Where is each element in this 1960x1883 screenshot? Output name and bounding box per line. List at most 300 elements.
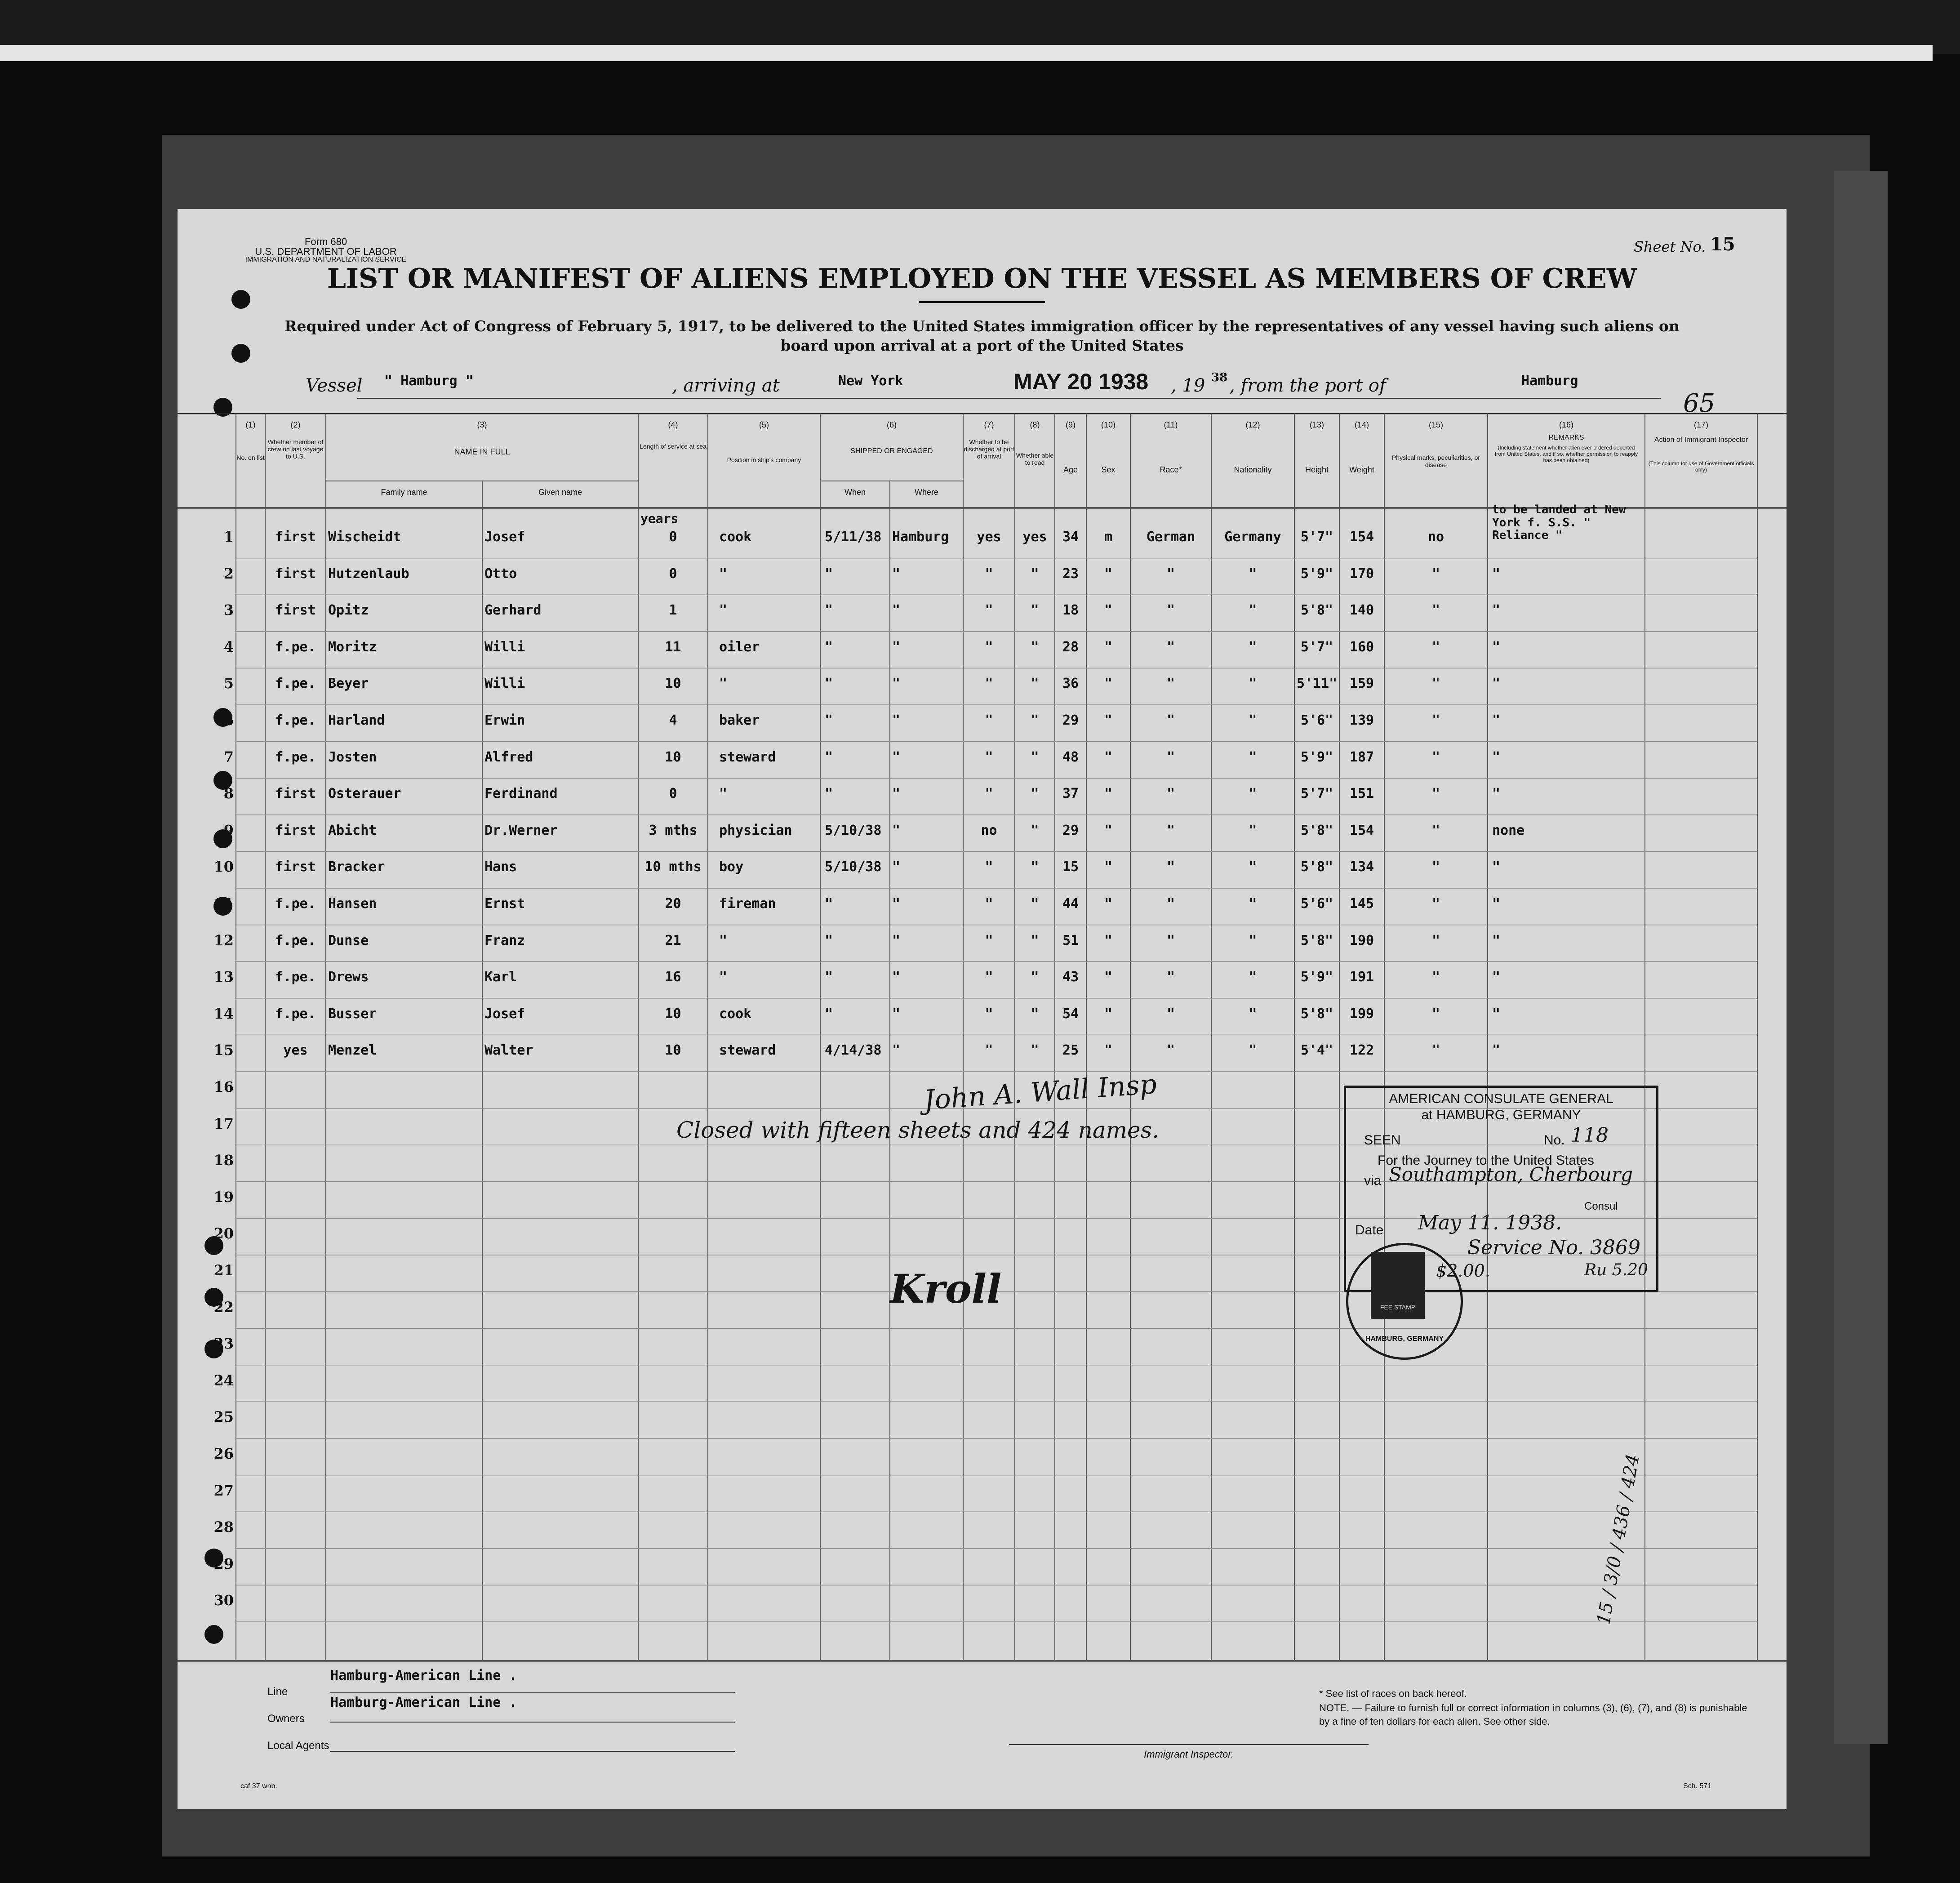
cell-age: 23	[1062, 565, 1079, 582]
cell-family: Harland	[328, 712, 385, 728]
cell-prev: first	[275, 529, 316, 545]
col-header-height: Height	[1305, 465, 1329, 474]
cell-remarks: to be landed at New York f. S.S. " Reliance "	[1492, 503, 1626, 543]
cell-service: 21	[665, 932, 681, 948]
cell-family: Josten	[328, 749, 377, 765]
years-note: years	[640, 511, 679, 526]
cell-sex: "	[1104, 1006, 1113, 1022]
row-number: 10	[213, 858, 234, 876]
cell-disch: "	[985, 749, 993, 765]
column-number: (4)	[668, 420, 678, 429]
cell-given: Josef	[484, 529, 525, 545]
cell-sex: "	[1104, 602, 1113, 619]
line-rule	[330, 1692, 735, 1693]
cell-disch: "	[985, 712, 993, 728]
cell-family: Abicht	[328, 822, 377, 838]
col-header-remarks: REMARKS	[1548, 434, 1584, 441]
col-header-given-name: Given name	[538, 488, 582, 497]
cell-disch: "	[985, 639, 993, 655]
cell-service: 20	[665, 896, 681, 912]
cell-when: 5/11/38	[825, 529, 882, 545]
cell-disch: "	[985, 969, 993, 985]
schedule-mark: Sch. 571	[1683, 1782, 1712, 1790]
cell-sex: "	[1104, 822, 1113, 838]
cell-marks: "	[1431, 859, 1440, 875]
col-header-where: Where	[914, 488, 938, 497]
cell-nat: "	[1249, 896, 1257, 912]
col-header-no: No. on list	[236, 454, 265, 461]
cell-disch: "	[985, 602, 993, 619]
cell-family: Menzel	[328, 1042, 377, 1059]
row-number: 3	[223, 601, 234, 619]
year-label: , 19	[1171, 375, 1205, 396]
cell-where: "	[892, 602, 901, 619]
cell-height: 5'8"	[1300, 822, 1333, 838]
cell-when: 5/10/38	[825, 822, 882, 838]
cell-when: "	[825, 676, 833, 692]
cell-family: Dunse	[328, 932, 369, 948]
cell-given: Walter	[484, 1042, 533, 1059]
cell-marks: "	[1431, 896, 1440, 912]
cell-given: Karl	[484, 969, 517, 985]
cell-nat: Germany	[1224, 529, 1281, 545]
cell-prev: first	[275, 565, 316, 582]
initials: Ru 5.20	[1584, 1261, 1648, 1279]
year: 38	[1211, 371, 1228, 384]
cell-remarks: "	[1492, 932, 1501, 948]
cell-weight: 191	[1349, 969, 1374, 985]
arrival-date-stamp: MAY 20 1938	[1013, 369, 1149, 394]
row-number: 4	[223, 638, 234, 655]
cell-marks: "	[1431, 822, 1440, 838]
seen-label: SEEN	[1364, 1133, 1401, 1148]
cell-age: 29	[1062, 712, 1079, 728]
col-header-inspector-note: (This column for use of Government officials only)	[1648, 460, 1754, 473]
cell-marks: "	[1431, 932, 1440, 948]
cell-nat: "	[1249, 859, 1257, 875]
column-number: (14)	[1354, 420, 1369, 429]
cell-height: 5'6"	[1300, 896, 1333, 912]
cell-disch: "	[985, 676, 993, 692]
cell-service: 0	[669, 529, 677, 545]
cell-prev: f.pe.	[275, 1006, 316, 1022]
page-mark: 65	[1683, 389, 1716, 418]
cell-position: oiler	[719, 639, 760, 655]
cell-where: "	[892, 822, 901, 838]
cell-when: "	[825, 969, 833, 985]
cell-position: "	[719, 932, 728, 948]
cell-sex: m	[1104, 529, 1113, 545]
row-number: 19	[213, 1188, 234, 1206]
cell-weight: 140	[1349, 602, 1374, 619]
cell-nat: "	[1249, 565, 1257, 582]
cell-read: "	[1031, 749, 1039, 765]
col-header-race: Race*	[1160, 465, 1182, 474]
cell-where: "	[892, 1006, 901, 1022]
agents-rule	[330, 1751, 735, 1752]
cell-given: Willi	[484, 639, 525, 655]
cell-read: "	[1031, 602, 1039, 619]
cell-nat: "	[1249, 639, 1257, 655]
column-number: (13)	[1309, 420, 1324, 429]
cell-position: cook	[719, 1006, 752, 1022]
cell-disch: "	[985, 859, 993, 875]
row-number: 27	[213, 1482, 234, 1499]
cell-age: 51	[1062, 932, 1079, 948]
cell-height: 5'7"	[1300, 639, 1333, 655]
row-number: 24	[213, 1371, 234, 1389]
cell-where: "	[892, 969, 901, 985]
cell-race: "	[1166, 859, 1175, 875]
col-header-family-name: Family name	[381, 488, 427, 497]
cell-position: cook	[719, 529, 752, 545]
cell-given: Willi	[484, 676, 525, 692]
cell-prev: first	[275, 602, 316, 619]
tally-note: 15 / 3/0 / 436 / 424	[1593, 1452, 1644, 1626]
cell-sex: "	[1104, 712, 1113, 728]
closing-note: Closed with fifteen sheets and 424 names.	[676, 1117, 1160, 1143]
col-header-age: Age	[1063, 465, 1078, 474]
column-number: (1)	[245, 420, 256, 429]
column-number: (9)	[1066, 420, 1076, 429]
cell-weight: 199	[1349, 1006, 1374, 1022]
seal-text: HAMBURG, GERMANY	[1365, 1335, 1444, 1343]
cell-given: Hans	[484, 859, 517, 875]
cell-prev: first	[275, 786, 316, 802]
cell-when: "	[825, 1006, 833, 1022]
cell-race: "	[1166, 602, 1175, 619]
cell-service: 3 mths	[649, 822, 698, 838]
cell-family: Moritz	[328, 639, 377, 655]
cell-weight: 122	[1349, 1042, 1374, 1059]
cell-remarks: "	[1492, 565, 1501, 582]
cell-nat: "	[1249, 712, 1257, 728]
inspector-signature: John A. Wall Insp	[923, 1068, 1158, 1117]
cell-prev: f.pe.	[275, 969, 316, 985]
row-number: 5	[223, 675, 234, 692]
vessel-name: " Hamburg "	[384, 373, 474, 389]
cell-remarks: "	[1492, 602, 1501, 619]
cell-height: 5'8"	[1300, 859, 1333, 875]
cell-marks: no	[1427, 529, 1444, 545]
cell-remarks: "	[1492, 969, 1501, 985]
cell-read: "	[1031, 565, 1039, 582]
cell-sex: "	[1104, 969, 1113, 985]
row-number: 2	[223, 565, 234, 582]
cell-age: 18	[1062, 602, 1079, 619]
cell-nat: "	[1249, 969, 1257, 985]
cell-remarks: "	[1492, 1042, 1501, 1059]
cell-service: 10 mths	[644, 859, 702, 875]
cell-family: Osterauer	[328, 786, 401, 802]
department: U.S. DEPARTMENT OF LABOR	[255, 246, 397, 257]
cell-sex: "	[1104, 639, 1113, 655]
cell-height: 5'7"	[1300, 786, 1333, 802]
cell-where: "	[892, 1042, 901, 1059]
cell-given: Otto	[484, 565, 517, 582]
cell-where: Hamburg	[892, 529, 949, 545]
row-number: 25	[213, 1408, 234, 1426]
cell-read: "	[1031, 676, 1039, 692]
column-number: (5)	[759, 420, 769, 429]
cell-nat: "	[1249, 676, 1257, 692]
cell-given: Alfred	[484, 749, 533, 765]
cell-remarks: "	[1492, 896, 1501, 912]
cell-nat: "	[1249, 786, 1257, 802]
cell-height: 5'8"	[1300, 932, 1333, 948]
cell-where: "	[892, 859, 901, 875]
cell-sex: "	[1104, 1042, 1113, 1059]
cell-family: Bracker	[328, 859, 385, 875]
cell-marks: "	[1431, 969, 1440, 985]
row-number: 26	[213, 1445, 234, 1462]
cell-remarks: "	[1492, 749, 1501, 765]
col-header-able-read: Whether able to read	[1016, 452, 1054, 467]
column-number: (8)	[1030, 420, 1040, 429]
column-number: (11)	[1164, 420, 1178, 429]
cell-weight: 154	[1349, 822, 1374, 838]
column-number: (10)	[1101, 420, 1116, 429]
row-number: 29	[213, 1555, 234, 1572]
form-number: Form 680	[304, 236, 347, 247]
col-header-discharged: Whether to be discharged at port of arrival	[964, 438, 1014, 460]
cell-marks: "	[1431, 1006, 1440, 1022]
cell-service: 10	[665, 676, 681, 692]
cell-position: "	[719, 602, 728, 619]
cell-when: "	[825, 565, 833, 582]
column-number: (3)	[477, 420, 487, 429]
cell-sex: "	[1104, 786, 1113, 802]
subtitle: Required under Act of Congress of February 5, 1917, to be delivered to the United States immigration officer by the representatives of any vessel having such aliens on board upon arrival at a port of the United States	[284, 317, 1680, 354]
cell-age: 36	[1062, 676, 1079, 692]
column-number: (15)	[1428, 420, 1443, 429]
cell-read: "	[1031, 1042, 1039, 1059]
cell-when: "	[825, 786, 833, 802]
cell-prev: yes	[283, 1042, 308, 1059]
cell-sex: "	[1104, 565, 1113, 582]
cell-disch: "	[985, 1042, 993, 1059]
cell-given: Erwin	[484, 712, 525, 728]
cell-where: "	[892, 786, 901, 802]
cell-position: boy	[719, 859, 744, 875]
inspector-rule	[1009, 1744, 1369, 1745]
column-number: (6)	[887, 420, 897, 429]
cell-race: German	[1146, 529, 1196, 545]
races-note: * See list of races on back hereof.	[1319, 1688, 1467, 1699]
cell-read: "	[1031, 712, 1039, 728]
cell-prev: f.pe.	[275, 932, 316, 948]
cell-read: yes	[1022, 529, 1047, 545]
cell-service: 0	[669, 786, 677, 802]
cell-read: "	[1031, 822, 1039, 838]
row-number: 8	[223, 785, 234, 802]
cell-prev: first	[275, 859, 316, 875]
line-label: Line	[267, 1686, 288, 1698]
cell-nat: "	[1249, 1006, 1257, 1022]
cell-where: "	[892, 639, 901, 655]
cell-disch: "	[985, 786, 993, 802]
cell-nat: "	[1249, 602, 1257, 619]
cell-when: 5/10/38	[825, 859, 882, 875]
cell-age: 28	[1062, 639, 1079, 655]
cell-weight: 187	[1349, 749, 1374, 765]
cell-disch: "	[985, 565, 993, 582]
cell-weight: 160	[1349, 639, 1374, 655]
cell-height: 5'7"	[1300, 529, 1333, 545]
col-header-position: Position in ship's company	[727, 456, 801, 463]
owners-label: Owners	[267, 1713, 305, 1725]
cell-marks: "	[1431, 749, 1440, 765]
row-number: 1	[223, 528, 234, 545]
cell-when: "	[825, 932, 833, 948]
row-number: 13	[213, 968, 234, 986]
cell-sex: "	[1104, 859, 1113, 875]
cell-family: Wischeidt	[328, 529, 401, 545]
cell-race: "	[1166, 749, 1175, 765]
cell-family: Hutzenlaub	[328, 565, 409, 582]
cell-height: 5'4"	[1300, 1042, 1333, 1059]
cell-disch: no	[981, 822, 997, 838]
cell-read: "	[1031, 859, 1039, 875]
cell-when: 4/14/38	[825, 1042, 882, 1059]
cell-weight: 139	[1349, 712, 1374, 728]
cell-when: "	[825, 896, 833, 912]
row-number: 30	[213, 1592, 234, 1609]
cell-where: "	[892, 896, 901, 912]
row-number: 14	[213, 1005, 234, 1022]
consul-label: Consul	[1584, 1200, 1618, 1212]
cell-age: 29	[1062, 822, 1079, 838]
cell-remarks: "	[1492, 639, 1501, 655]
cell-family: Busser	[328, 1006, 377, 1022]
departure-port: Hamburg	[1521, 373, 1578, 389]
cell-service: 10	[665, 749, 681, 765]
column-number: (17)	[1693, 420, 1708, 429]
col-header-nationality: Nationality	[1234, 465, 1272, 474]
date-label: Date	[1355, 1223, 1384, 1238]
cell-given: Ernst	[484, 896, 525, 912]
column-number: (7)	[984, 420, 994, 429]
fee-stamp	[1371, 1252, 1425, 1319]
row-number: 7	[223, 748, 234, 766]
cell-race: "	[1166, 712, 1175, 728]
cell-prev: first	[275, 822, 316, 838]
cell-marks: "	[1431, 1042, 1440, 1059]
vessel-label: Vessel	[306, 375, 363, 396]
from-port-label: , from the port of	[1229, 375, 1386, 396]
cell-service: 16	[665, 969, 681, 985]
cell-height: 5'9"	[1300, 749, 1333, 765]
row-number: 11	[213, 895, 234, 912]
cell-height: 5'9"	[1300, 969, 1333, 985]
cell-disch: "	[985, 896, 993, 912]
row-number: 22	[213, 1298, 234, 1316]
cell-when: "	[825, 712, 833, 728]
cell-where: "	[892, 749, 901, 765]
cell-race: "	[1166, 565, 1175, 582]
via-label: via	[1364, 1173, 1382, 1188]
cell-read: "	[1031, 969, 1039, 985]
cell-weight: 154	[1349, 529, 1374, 545]
cell-service: 10	[665, 1006, 681, 1022]
cell-family: Hansen	[328, 896, 377, 912]
cell-marks: "	[1431, 786, 1440, 802]
cell-given: Franz	[484, 932, 525, 948]
cell-weight: 145	[1349, 896, 1374, 912]
cell-height: 5'8"	[1300, 1006, 1333, 1022]
cell-position: steward	[719, 1042, 776, 1059]
column-number: (16)	[1559, 420, 1573, 429]
cell-height: 5'9"	[1300, 565, 1333, 582]
cell-weight: 170	[1349, 565, 1374, 582]
cell-position: "	[719, 565, 728, 582]
cell-given: Ferdinand	[484, 786, 558, 802]
page-title: LIST OR MANIFEST OF ALIENS EMPLOYED ON THE VESSEL AS MEMBERS OF CREW	[327, 263, 1637, 294]
col-header-previous-voyage: Whether member of crew on last voyage to U.S.	[267, 438, 324, 460]
cell-race: "	[1166, 1042, 1175, 1059]
cell-race: "	[1166, 786, 1175, 802]
col-header-shipped: SHIPPED OR ENGAGED	[850, 447, 933, 455]
row-number: 28	[213, 1518, 234, 1536]
fee-value: $2.00.	[1436, 1261, 1490, 1281]
cell-where: "	[892, 565, 901, 582]
cell-read: "	[1031, 1006, 1039, 1022]
cell-age: 37	[1062, 786, 1079, 802]
cell-remarks: "	[1492, 859, 1501, 875]
col-header-weight: Weight	[1349, 465, 1374, 474]
backing-board-edge	[1834, 171, 1888, 1744]
cell-prev: f.pe.	[275, 639, 316, 655]
cell-where: "	[892, 932, 901, 948]
cell-height: 5'11"	[1296, 676, 1338, 692]
cell-position: baker	[719, 712, 760, 728]
owners-rule	[330, 1722, 735, 1723]
master-signature: Kroll	[890, 1265, 1002, 1312]
fee-stamp-label: FEE STAMP	[1380, 1304, 1416, 1311]
line-value: Hamburg-American Line .	[330, 1668, 517, 1683]
cell-age: 44	[1062, 896, 1079, 912]
cell-sex: "	[1104, 932, 1113, 948]
cell-family: Beyer	[328, 676, 369, 692]
cell-remarks: "	[1492, 786, 1501, 802]
cell-disch: "	[985, 1006, 993, 1022]
cell-remarks: none	[1492, 822, 1525, 838]
manifest-sheet	[178, 209, 1787, 1809]
cell-race: "	[1166, 676, 1175, 692]
cell-service: 11	[665, 639, 681, 655]
row-number: 20	[213, 1225, 234, 1242]
cell-service: 0	[669, 565, 677, 582]
cell-race: "	[1166, 896, 1175, 912]
cell-marks: "	[1431, 639, 1440, 655]
cell-height: 5'6"	[1300, 712, 1333, 728]
cell-weight: 134	[1349, 859, 1374, 875]
cell-when: "	[825, 749, 833, 765]
row-number: 23	[213, 1335, 234, 1353]
cell-nat: "	[1249, 822, 1257, 838]
cell-position: "	[719, 969, 728, 985]
consulate-line1: AMERICAN CONSULATE GENERAL	[1389, 1091, 1613, 1106]
cell-disch: "	[985, 932, 993, 948]
cell-family: Opitz	[328, 602, 369, 619]
via-value: Southampton, Cherbourg	[1389, 1163, 1633, 1185]
cell-service: 4	[669, 712, 677, 728]
scanner-edge-bar	[0, 45, 1933, 61]
cell-age: 48	[1062, 749, 1079, 765]
journey-label: For the Journey to the United States	[1378, 1153, 1594, 1168]
arriving-label: , arriving at	[672, 375, 780, 396]
row-number: 6	[223, 712, 234, 729]
